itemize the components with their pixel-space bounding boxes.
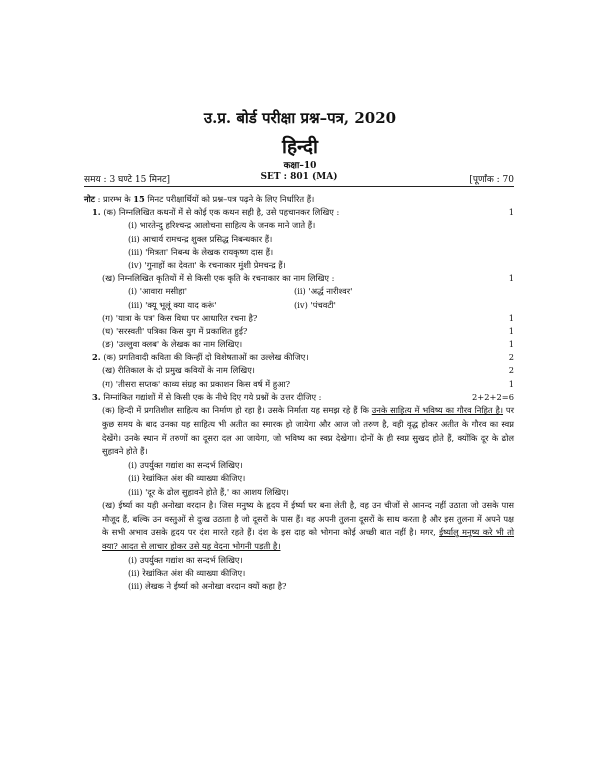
q3-kha-passage xyxy=(84,499,514,554)
q3-number: 3. xyxy=(92,391,101,402)
q1-gha xyxy=(84,325,514,338)
q2-ka xyxy=(84,351,514,364)
q1-ka-option: (iii) 'मित्रता' निबन्ध के लेखक रायकृष्ण दास हैं। xyxy=(128,246,274,257)
set-label: SET : 801 (MA) xyxy=(260,172,338,182)
q1-kha-label: (ख) xyxy=(102,273,116,284)
q1-kha-marks: 1 xyxy=(508,273,514,284)
note-minutes: 15 xyxy=(133,194,145,204)
q1-gha-text: 'सरस्वती' पत्रिका किस युग में प्रकाशित हुई? xyxy=(116,325,248,336)
q1-gha-label: (घ) xyxy=(102,325,114,336)
q1-kha-option: (iii) 'क्यू भूलूं क्या याद करूं' xyxy=(128,299,217,310)
q1-kha-option: (ii) 'अर्द्ध नारीश्वर' xyxy=(294,286,353,297)
q1-ga-label: (ग) xyxy=(102,312,114,323)
q3-ka-text-2: पर कुछ समय के बाद उनका यह साहित्य भी अतीत का स्मारक हो जायेगा और आज जो तरुण है, वही वृद्ध होकर अतीत के गौरव का स्वप्न देखेंगे। उनके स्थान में तरुणों का दूसरा दल आ जायेगा, जो भविष्य का स्वप्न देखेगा। दोनों के ही स्वप्न सुखद होते हैं, क्योंकि दूर के ढोल सुहावने होते हैं। xyxy=(102,405,515,457)
q3-ka-underlined: उनके साहित्य में भविष्य का गौरव निहित है। xyxy=(371,405,504,415)
q1-kha-option: (iv) 'पंचवटी' xyxy=(294,299,336,310)
q3-ka-passage xyxy=(84,404,514,459)
q1-kha-option: (i) 'आवारा मसीहा' xyxy=(128,286,188,297)
q1-kha-options-row xyxy=(84,299,514,312)
note-line xyxy=(84,193,514,206)
q2-kha-text: रीतिकाल के दो प्रमुख कवियों के नाम लिखिए। xyxy=(117,365,255,376)
max-marks-label: [पूर्णांक : 70 xyxy=(469,175,514,185)
subject-title: हिन्दी xyxy=(282,136,318,158)
q1-ka-text: निम्नलिखित कथनों में से कोई एक कथन सही है, उसे पहचानकर लिखिए : xyxy=(118,207,340,218)
questions-body xyxy=(84,193,514,594)
q2-kha-marks: 2 xyxy=(508,365,514,376)
q3-marks: 2+2+2=6 xyxy=(472,391,514,402)
paper-title: उ.प्र. बोर्ड परीक्षा प्रश्न–पत्र, 2020 xyxy=(203,109,397,127)
q3-kha-text-1: ईर्ष्या का यही अनोखा वरदान है। जिस मनुष्य के हृदय में ईर्ष्या घर बना लेती है, वह उन चीजों से आनन्द नहीं उठाता जो उसके पास मौजूद हैं, बल्कि उन वस्तुओं से दुःख उठाता है जो दूसरों के पास हैं। वह अपनी तुलना दूसरों के साथ करता है और इस तुलना में अपने पक्ष के सभी अभाव उसके हृदय पर दंश मारते रहते हैं। दंश के इस दाह को भोगना कोई अच्छी बात नहीं है। मगर, xyxy=(102,499,514,538)
time-label: समय : 3 घण्टे 15 मिनट] xyxy=(84,175,170,185)
q1-da xyxy=(84,338,514,351)
q2-ga-text: 'तीसरा सप्तक' काव्य संग्रह का प्रकाशन किस वर्ष में हुआ? xyxy=(115,378,291,389)
q1-ka-label: (क) xyxy=(103,207,117,218)
q1-ga-text: 'यात्रा के पत्र' किस विधा पर आधारित रचना है? xyxy=(115,312,258,323)
q3-kha-underlined: ईर्ष्यालु मनुष्य करे भी तो क्या? आदत से लाचार होकर उसे यह वेदना भोगनी पड़ती है। xyxy=(102,527,515,552)
q1-ga xyxy=(84,312,514,325)
q2-ka-label: (क) xyxy=(103,352,117,363)
class-label: कक्षा–10 xyxy=(283,161,317,171)
q1-da-label: (ङ) xyxy=(102,339,114,350)
q1-number: 1. xyxy=(92,207,101,218)
q3-text: निम्नांकित गद्यांशों में से किसी एक के नीचे दिए गये प्रश्नों के उत्तर दीजिए : xyxy=(103,391,322,402)
note-text-before: : प्रारम्भ के xyxy=(94,194,134,204)
q3-kha-question: (i) उपर्युक्त गद्यांश का सन्दर्भ लिखिए। xyxy=(128,554,243,565)
header-divider xyxy=(84,186,514,187)
q1-gha-marks: 1 xyxy=(508,325,514,336)
q2-ga-marks: 1 xyxy=(508,378,514,389)
q3-ka-question: (ii) रेखांकित अंश की व्याख्या कीजिए। xyxy=(128,473,246,484)
q3-kha-question: (iii) लेखक ने ईर्ष्या को अनोखा वरदान क्यों कहा है? xyxy=(128,581,287,592)
q3-ka-text-1: हिन्दी में प्रगतिशील साहित्य का निर्माण हो रहा है। उसके निर्माता यह समझ रहे हैं कि xyxy=(117,405,372,415)
q1-kha xyxy=(84,272,514,285)
q1-da-marks: 1 xyxy=(508,339,514,350)
q1-ka-marks: 1 xyxy=(508,207,514,218)
q1-da-text: 'उल्लुवा क्लब' के लेखक का नाम लिखिए। xyxy=(116,339,243,350)
q3-ka-question: (iii) 'दूर के ढोल सुहावने होते हैं,' का आशय लिखिए। xyxy=(128,486,289,497)
q1-ka-option: (ii) आचार्य रामचन्द्र शुक्ल प्रसिद्ध निबन्धकार हैं। xyxy=(128,233,273,244)
q2-number: 2. xyxy=(92,352,101,363)
q1-ka-option: (iv) 'गुनाहों का देवता' के रचनाकार मुंशी प्रेमचन्द्र हैं। xyxy=(128,259,286,270)
q3-kha-label: (ख) xyxy=(102,499,116,510)
q2-ka-text: प्रगतिवादी कविता की किन्हीं दो विशेषताओं का उल्लेख कीजिए। xyxy=(118,352,309,363)
q2-kha xyxy=(84,364,514,377)
q3-ka-label: (क) xyxy=(102,405,115,415)
q2-ka-marks: 2 xyxy=(508,352,514,363)
q2-kha-label: (ख) xyxy=(102,365,116,376)
q1-ka-option: (i) भारतेन्दु हरिश्चन्द्र आलोचना साहित्य के जनक माने जाते हैं। xyxy=(128,220,316,231)
meta-row xyxy=(84,172,514,186)
note-label: नोट xyxy=(84,194,95,204)
note-text-after: मिनट परीक्षार्थियों को प्रश्न–पत्र पढ़ने के लिए निर्धारित हैं। xyxy=(144,194,315,204)
q3-ka-question: (i) उपर्युक्त गद्यांश का सन्दर्भ लिखिए। xyxy=(128,460,243,471)
q1-ga-marks: 1 xyxy=(508,312,514,323)
q1-kha-options-row xyxy=(84,285,514,298)
q2-ga xyxy=(84,378,514,391)
q2-ga-label: (ग) xyxy=(102,378,114,389)
q3-intro xyxy=(84,391,514,404)
q3-kha-question: (ii) रेखांकित अंश की व्याख्या कीजिए। xyxy=(128,568,246,579)
q1-kha-text: निम्नलिखित कृतियों में से किसी एक कृति के रचनाकार का नाम लिखिए : xyxy=(117,273,335,284)
q1-ka xyxy=(84,206,514,219)
